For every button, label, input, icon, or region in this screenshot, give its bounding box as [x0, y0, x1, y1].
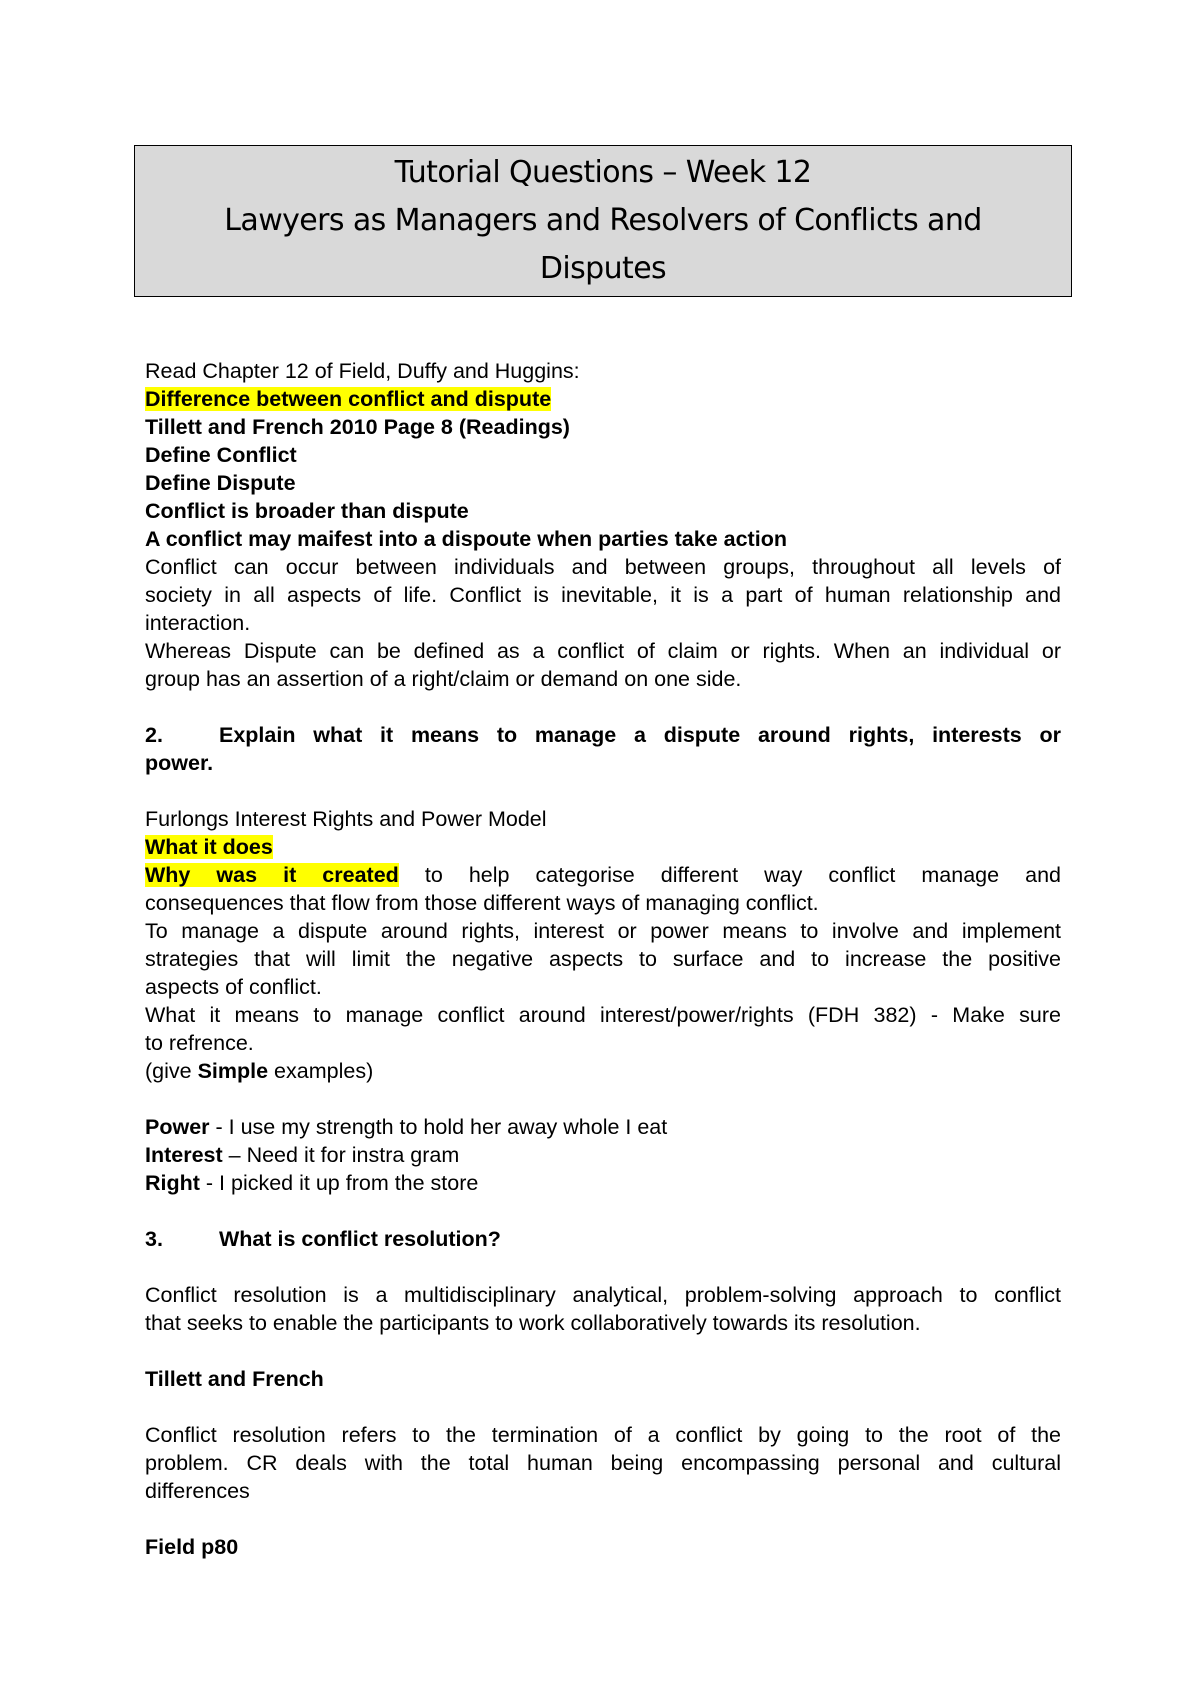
give-suffix: examples)	[268, 1059, 374, 1083]
cr-termination-line-3: differences	[145, 1479, 250, 1503]
question-2-number: 2.	[145, 723, 163, 747]
give-prefix: (give	[145, 1059, 198, 1083]
manage-line-3: aspects of conflict.	[145, 975, 322, 999]
define-conflict: Define Conflict	[145, 443, 297, 467]
highlighted-what-it-does: What it does	[145, 835, 273, 859]
means-line-2: to refrence.	[145, 1031, 254, 1055]
right-text: - I picked it up from the store	[199, 1171, 479, 1195]
conflict-para-line-1: Conflict can occur between individuals and between groups, throughout all levels of	[145, 555, 1061, 579]
define-dispute: Define Dispute	[145, 471, 296, 495]
conflict-para-line-3: interaction.	[145, 611, 251, 635]
power-text: - I use my strength to hold her away whole I eat	[209, 1115, 668, 1139]
title-line-3: Disputes	[539, 251, 667, 286]
question-2-text-2: power.	[145, 751, 214, 775]
highlighted-heading-difference: Difference between conflict and dispute	[145, 387, 552, 411]
reference-tillett-french: Tillett and French 2010 Page 8 (Readings)	[145, 415, 570, 439]
cr-definition-line-2: that seeks to enable the participants to work collaboratively towards its resolution.	[145, 1311, 921, 1335]
title-box	[134, 145, 1072, 297]
question-3	[145, 1225, 1061, 1253]
conflict-para-line-2: society in all aspects of life. Conflict is inevitable, it is a part of human relationship and	[145, 583, 1061, 607]
interest-text: – Need it for instra gram	[222, 1143, 460, 1167]
example-right	[145, 1169, 1061, 1197]
question-2-text-1: Explain what it means to manage a dispute around rights, interests or	[219, 723, 1061, 747]
title-line-1: Tutorial Questions – Week 12	[394, 155, 812, 190]
question-3-text: What is conflict resolution?	[219, 1227, 501, 1251]
interest-label: Interest	[145, 1143, 223, 1167]
tillett-french-heading: Tillett and French	[145, 1367, 324, 1391]
example-power	[145, 1113, 1061, 1141]
reading-intro: Read Chapter 12 of Field, Duffy and Huggins:	[145, 359, 580, 383]
field-p80-heading: Field p80	[145, 1535, 239, 1559]
cr-termination-line-1: Conflict resolution refers to the termination of a conflict by going to the root of the	[145, 1423, 1061, 1447]
example-interest	[145, 1141, 1061, 1169]
manage-line-1: To manage a dispute around rights, interest or power means to involve and implement	[145, 919, 1061, 943]
consequences-line: consequences that flow from those different ways of managing conflict.	[145, 891, 819, 915]
conflict-broader: Conflict is broader than dispute	[145, 499, 469, 523]
title-line-2: Lawyers as Managers and Resolvers of Conflicts and	[224, 203, 982, 238]
why-created-rest: to help categorise different way conflict manage and	[398, 863, 1061, 887]
give-examples	[145, 1057, 1061, 1085]
furlong-model: Furlongs Interest Rights and Power Model	[145, 807, 547, 831]
question-2-line-1	[145, 721, 1061, 749]
cr-definition-line-1: Conflict resolution is a multidisciplinary analytical, problem-solving approach to conflict	[145, 1283, 1061, 1307]
right-label: Right	[145, 1171, 200, 1195]
manage-line-2: strategies that will limit the negative aspects to surface and to increase the positive	[145, 947, 1061, 971]
conflict-manifest: A conflict may maifest into a dispoute when parties take action	[145, 527, 787, 551]
cr-termination-line-2: problem. CR deals with the total human being encompassing personal and cultural	[145, 1451, 1061, 1475]
document-body	[145, 357, 1061, 1561]
means-line-1: What it means to manage conflict around interest/power/rights (FDH 382) - Make sure	[145, 1003, 1061, 1027]
why-created-line	[145, 861, 1061, 889]
highlighted-why-created: Why was it created	[145, 863, 399, 887]
dispute-para-line-2: group has an assertion of a right/claim or demand on one side.	[145, 667, 742, 691]
give-simple: Simple	[197, 1059, 269, 1083]
question-3-number: 3.	[145, 1227, 163, 1251]
dispute-para-line-1: Whereas Dispute can be defined as a conflict of claim or rights. When an individual or	[145, 639, 1061, 663]
power-label: Power	[145, 1115, 210, 1139]
